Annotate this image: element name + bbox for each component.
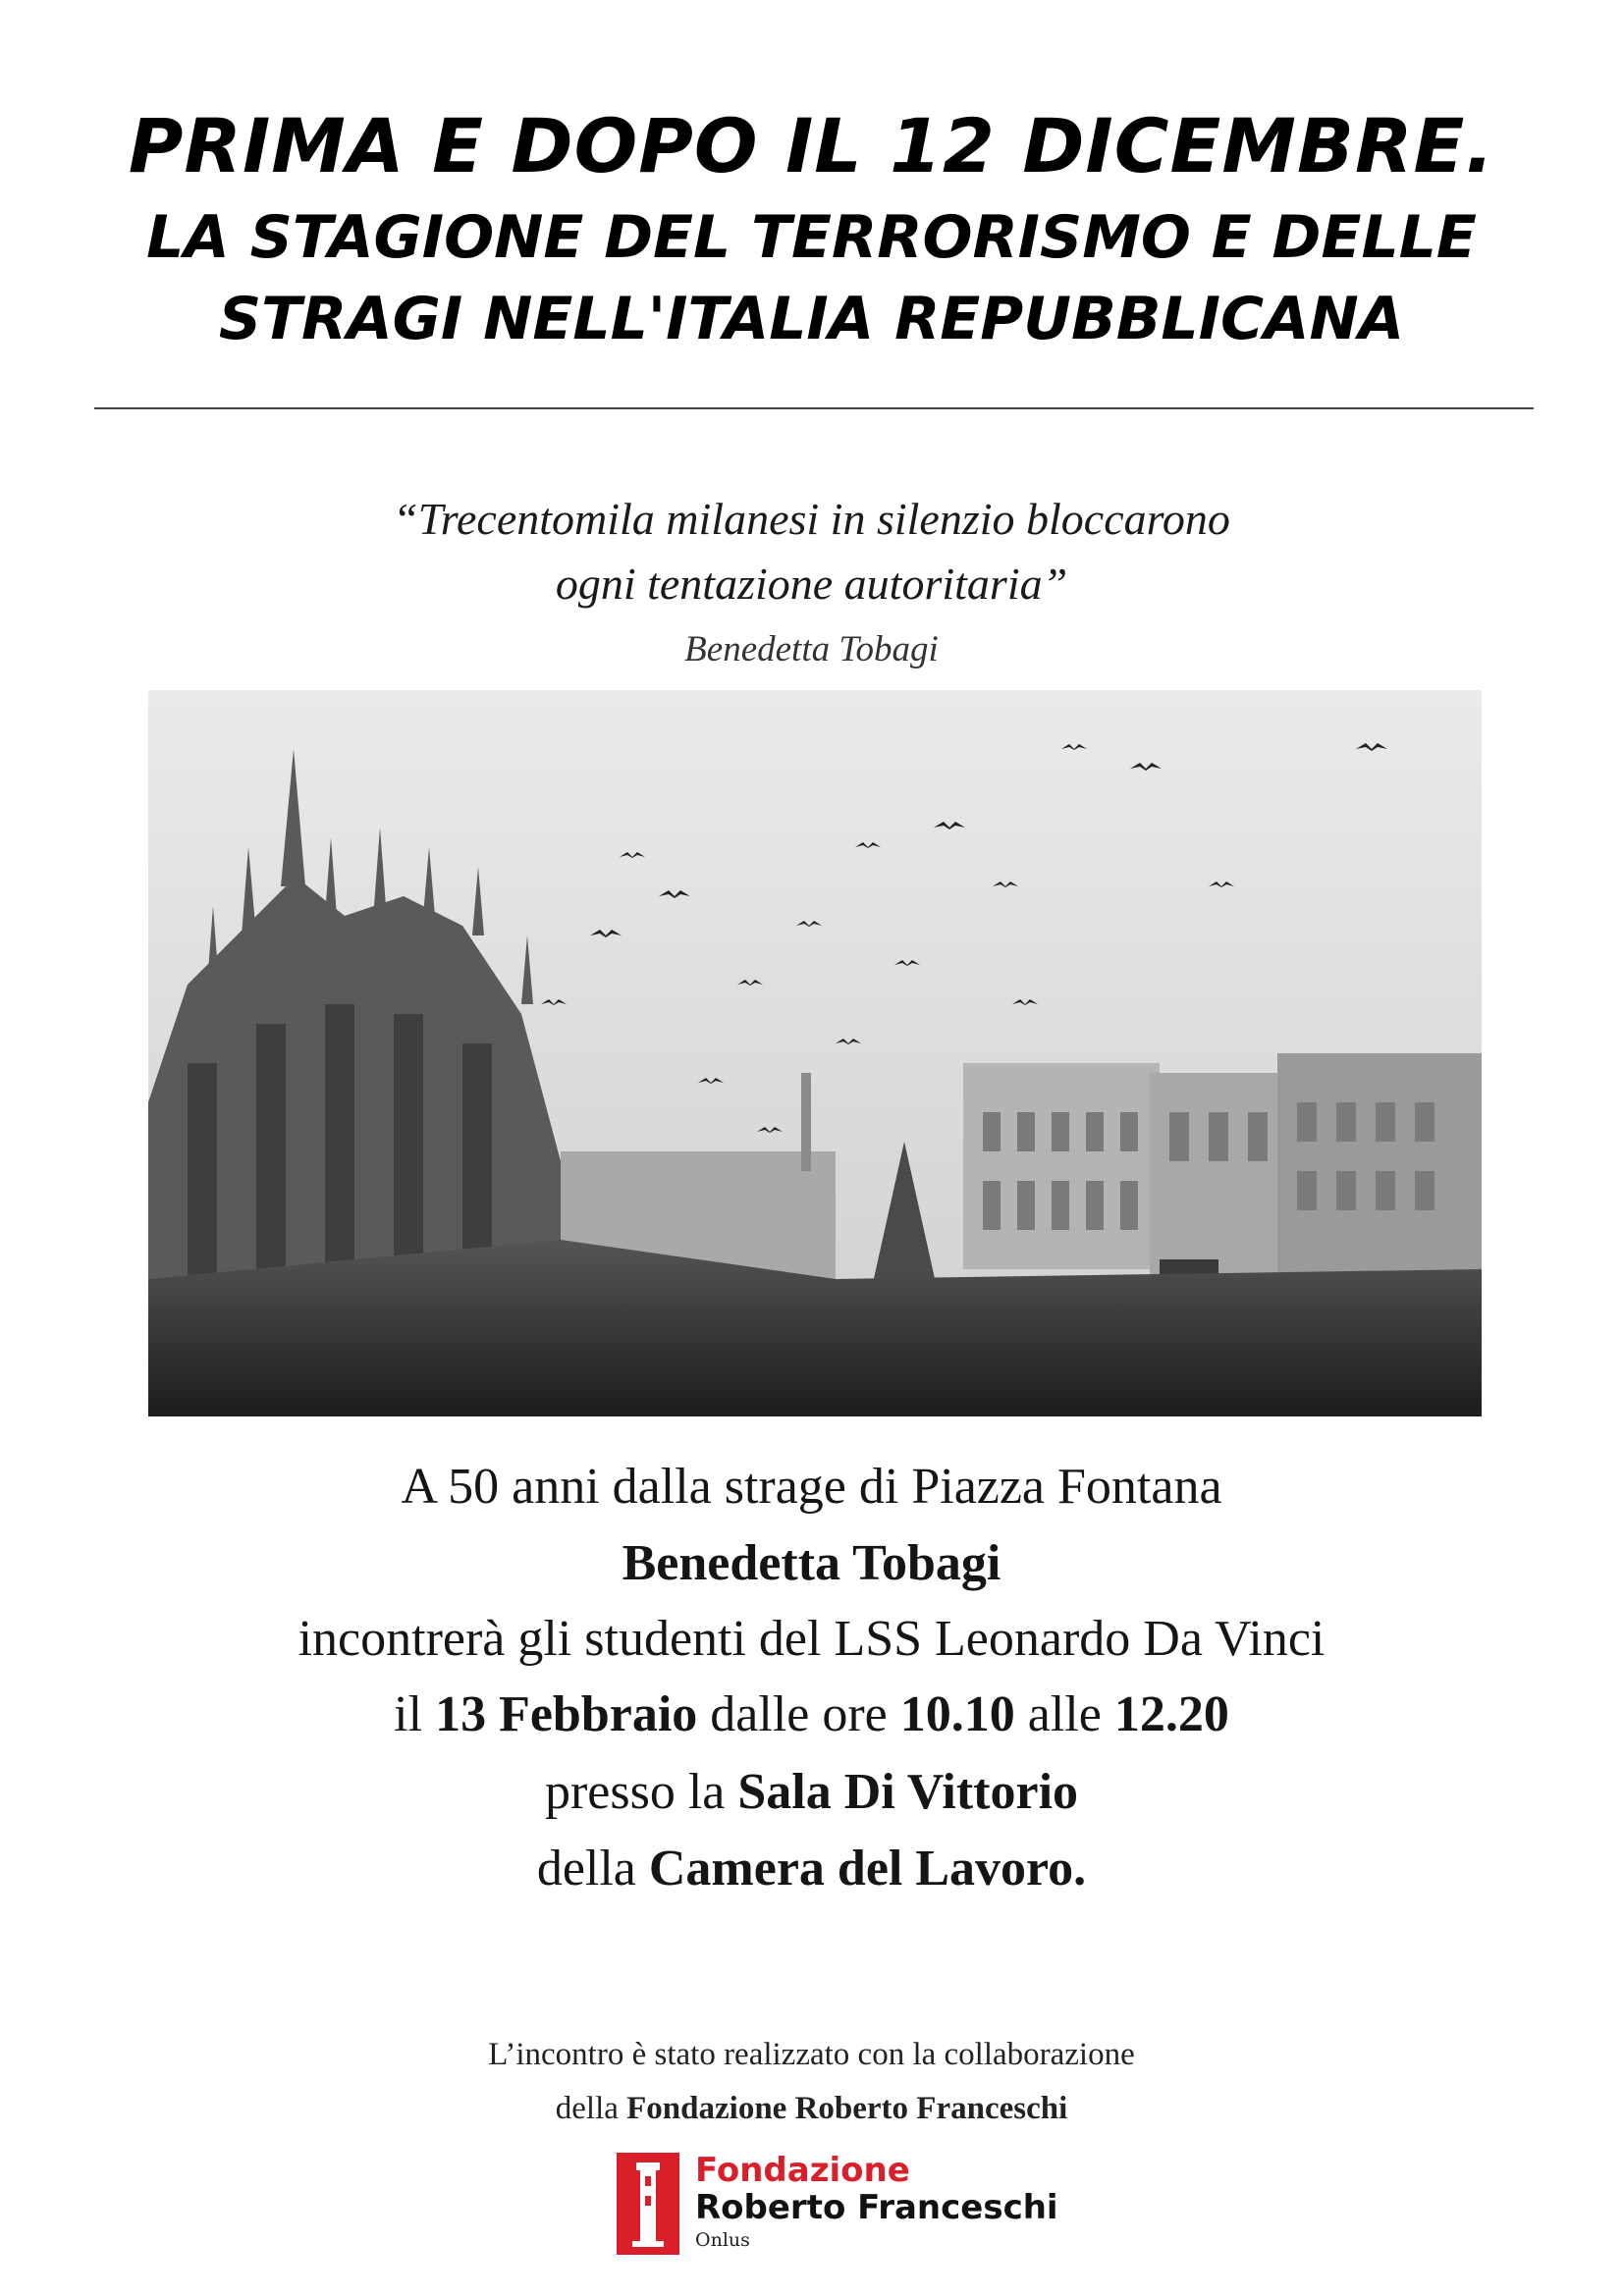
- credit-line-1: L’incontro è stato realizzato con la collaborazione: [488, 2037, 1135, 2072]
- divider: [94, 407, 1534, 409]
- event-date: 13 Febbraio: [435, 1686, 698, 1742]
- title-line-3: STRAGI NELL'ITALIA REPUBBLICANA: [218, 285, 1405, 353]
- credit-org: Fondazione Roberto Franceschi: [626, 2091, 1068, 2126]
- fondazione-logo: [617, 2151, 1058, 2255]
- logo-text-onlus: Onlus: [695, 2229, 750, 2251]
- credit-prefix: della: [555, 2091, 619, 2126]
- quote-line-1: “Trecentomila milanesi in silenzio bloccarono: [393, 494, 1230, 544]
- event-datetime: [0, 1685, 1623, 1743]
- logo-text-fondazione: Fondazione: [695, 2151, 910, 2190]
- venue-name: Sala Di Vittorio: [737, 1764, 1079, 1820]
- time-from-label: dalle ore: [710, 1686, 888, 1742]
- credit-line-2: [0, 2091, 1623, 2127]
- event-speaker: Benedetta Tobagi: [622, 1535, 1001, 1591]
- tower-icon: [617, 2153, 679, 2255]
- time-to: 12.20: [1113, 1686, 1229, 1742]
- event-audience: incontrerà gli studenti del LSS Leonardo Da Vinci: [298, 1611, 1325, 1667]
- org-prefix: della: [536, 1841, 636, 1896]
- title-line-2: LA STAGIONE DEL TERRORISMO E DELLE: [146, 203, 1477, 272]
- time-from: 10.10: [899, 1686, 1015, 1742]
- title-line-1: PRIMA E DOPO IL 12 DICEMBRE.: [128, 102, 1495, 189]
- crowd-piazza-duomo-photo-icon: [148, 690, 1482, 1416]
- crowd-photo: [148, 690, 1482, 1416]
- event-intro: A 50 anni dalla strage di Piazza Fontana: [401, 1459, 1222, 1515]
- event-organization: [0, 1840, 1623, 1897]
- date-prefix: il: [394, 1686, 423, 1742]
- org-name: Camera del Lavoro.: [648, 1841, 1087, 1896]
- quote-author: Benedetta Tobagi: [684, 629, 939, 669]
- venue-prefix: presso la: [544, 1764, 726, 1820]
- logo-text-name: Roberto Franceschi: [695, 2188, 1058, 2227]
- time-to-label: alle: [1027, 1686, 1102, 1742]
- event-venue: [0, 1763, 1623, 1821]
- quote-line-2: ogni tentazione autoritaria”: [555, 559, 1068, 609]
